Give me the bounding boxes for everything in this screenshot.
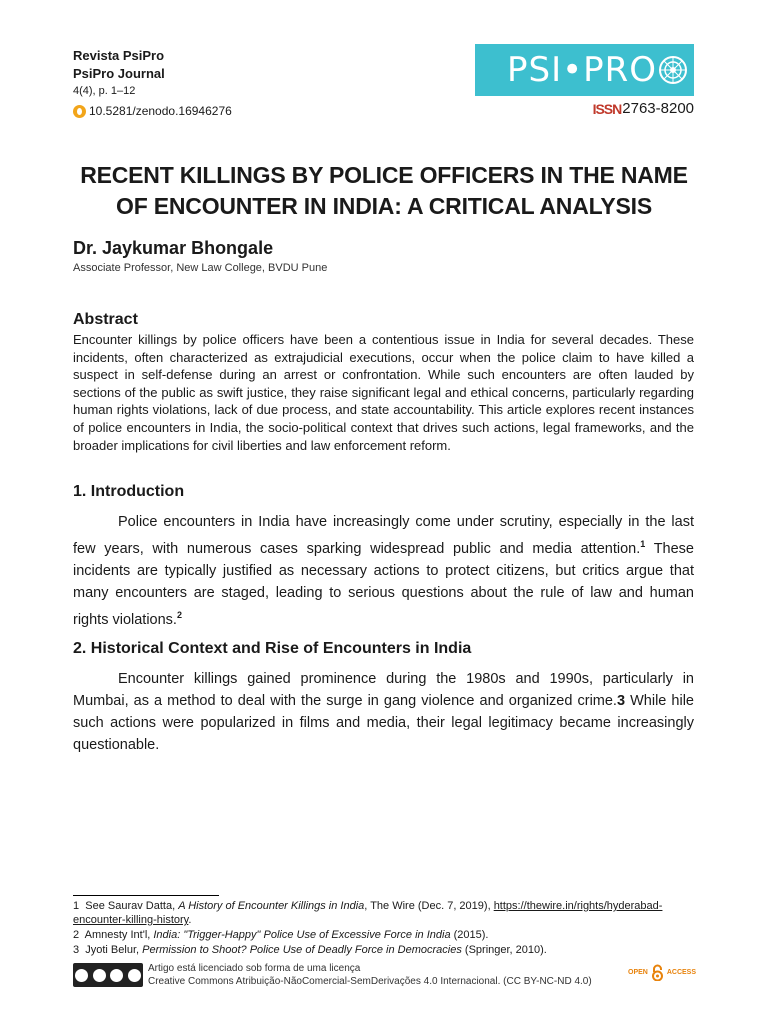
nc-icon: [110, 969, 123, 982]
open-access-lock-icon: [651, 964, 664, 981]
abstract-text: Encounter killings by police officers have been a contentious issue in India for several decades. These incidents, often characterized as extrajudicial executions, occur when the police claim to have killed a suspect in self-defense during an arrest or confrontation. While such encounters are often lauded by sections of the public as swift justice, they raise significant legal and ethical concerns, particularly regarding human rights violations, lack of due process, and state accountability. This article explores recent instances of police encounters in India, the socio-political context that drives such actions, legal frameworks, and the broader implications for civil liberties and law enforcement reform.: [73, 332, 694, 453]
cc-icon: [75, 969, 88, 982]
issn-number: 2763-8200: [622, 100, 694, 117]
footnote-title: A History of Encounter Killings in India: [178, 900, 365, 912]
footnote-text: Jyoti Belur,: [85, 944, 143, 956]
footnote-text: .: [188, 914, 192, 926]
footnote-text: Amnesty Int'l,: [84, 929, 154, 941]
footnote-number: 3: [73, 944, 80, 956]
footnote-ref[interactable]: 3: [616, 693, 626, 709]
section-paragraph: [73, 668, 694, 756]
paragraph-text: These incidents are typically justified as necessary actions to protect citizens, but critics argue that many encounters are staged, leading to serious questions about the rule of law and human rights violations.: [73, 540, 694, 628]
author-name: Dr. Jaykumar Bhongale: [73, 238, 274, 258]
footnote-ref[interactable]: 1: [640, 539, 646, 549]
footnote: [73, 928, 694, 942]
mandala-icon: [658, 55, 688, 85]
issn-icon: ISSN: [592, 100, 622, 117]
footnote-number: 2: [73, 929, 80, 941]
license-line: Artigo está licenciado sob forma de uma licença: [148, 963, 361, 974]
footnote-text: See Saurav Datta,: [85, 900, 179, 912]
cc-license-badge[interactable]: [73, 963, 143, 987]
open-access-label: ACCESS: [666, 969, 697, 976]
journal-name-en: PsiPro Journal: [73, 66, 165, 81]
article-title: RECENT KILLINGS BY POLICE OFFICERS IN THE NAME OF ENCOUNTER IN INDIA: A CRITICAL ANALYSIS: [80, 162, 688, 219]
doi-row[interactable]: [73, 102, 232, 120]
section-heading: 1. Introduction: [73, 483, 185, 500]
footnote: [73, 943, 694, 957]
doi-icon: [73, 105, 86, 118]
nd-icon: [128, 969, 141, 982]
section-paragraph: [73, 511, 694, 631]
abstract-heading: Abstract: [73, 311, 138, 328]
open-access-badge: [628, 964, 696, 981]
volume-pages: 4(4), p. 1–12: [73, 85, 136, 97]
license-text: [148, 962, 592, 988]
footnote-number: 1: [73, 900, 80, 912]
issn: [593, 100, 694, 117]
by-icon: [93, 969, 106, 982]
paragraph-text: Encounter killings gained prominence during the 1980s and 1990s, particularly in Mumbai, as a method to deal with the surge in gang violence and organized crime.: [73, 671, 694, 709]
footnote-text: (2015).: [450, 929, 489, 941]
license-line: Creative Commons Atribuição-NãoComercial-SemDerivações 4.0 Internacional. (CC BY-NC-ND 4.0): [148, 976, 592, 987]
footnote-link[interactable]: https://thewire.in/rights/hyderabad-encounter-killing-history: [73, 900, 663, 926]
paragraph-text: Police encounters in India have increasingly come under scrutiny, especially in the last few years, with numerous cases sparking widespread public and media attention.: [73, 514, 694, 557]
footnote-text: (Springer, 2010).: [461, 944, 547, 956]
author-affiliation: Associate Professor, New Law College, BVDU Pune: [73, 262, 328, 274]
journal-name-pt: Revista PsiPro: [73, 48, 165, 63]
footnote-ref[interactable]: 2: [176, 609, 182, 620]
footnote-title: India: "Trigger-Happy" Police Use of Excessive Force in India: [153, 929, 451, 941]
paragraph-text: While hile such actions were popularized in films and media, their legal legitimacy became increasingly questionable.: [73, 693, 694, 753]
footnote-title: Permission to Shoot? Police Use of Deadly Force in Democracies: [142, 944, 462, 956]
doi-link[interactable]: 10.5281/zenodo.16946276: [89, 104, 232, 118]
journal-header: [73, 47, 232, 120]
footnote-text: , The Wire (Dec. 7, 2019),: [364, 900, 494, 912]
section-heading: 2. Historical Context and Rise of Encounters in India: [73, 640, 472, 657]
footnote-divider: [73, 895, 219, 896]
footnote: [73, 899, 694, 927]
journal-logo: [475, 44, 694, 96]
open-access-label: OPEN: [628, 969, 648, 976]
logo-text: PSI•PRO: [507, 50, 658, 90]
